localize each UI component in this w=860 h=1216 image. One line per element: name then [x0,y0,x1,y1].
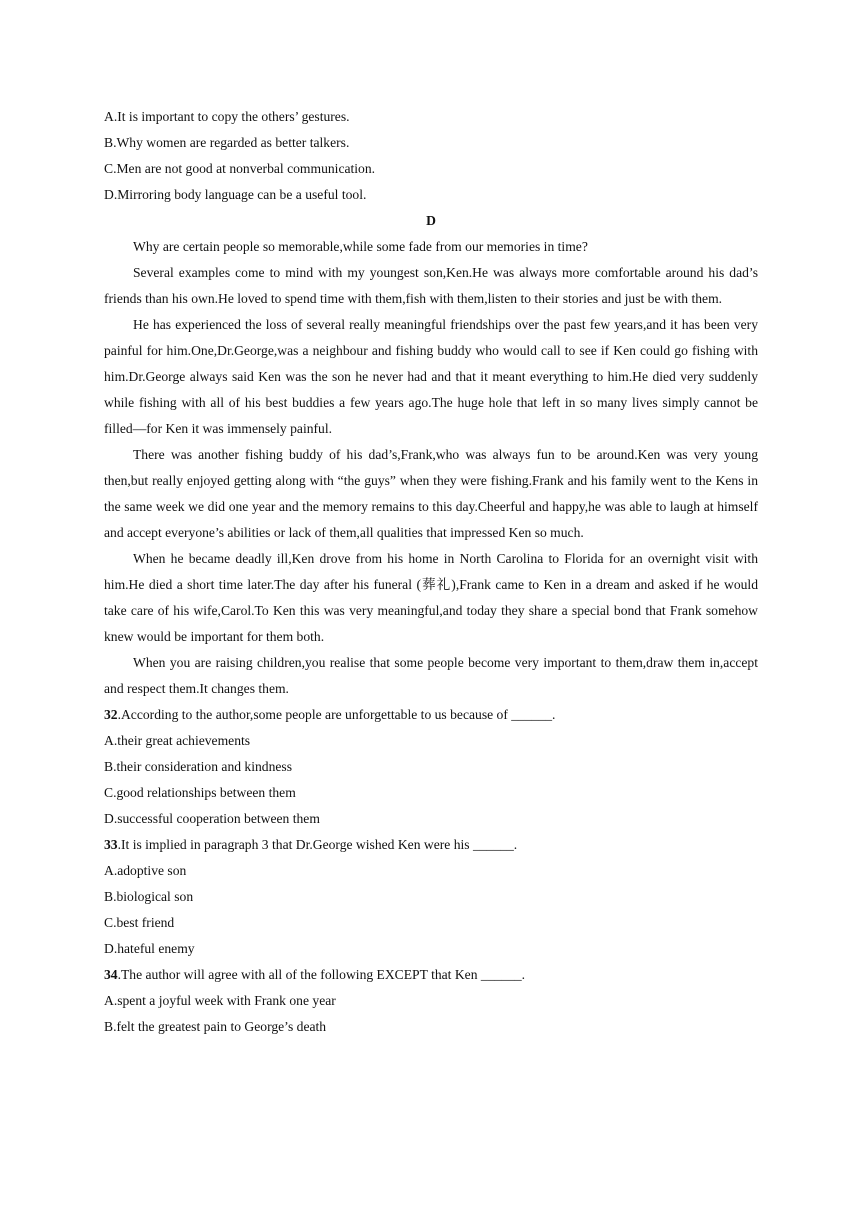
answer-option-d: D.hateful enemy [104,941,195,956]
passage-paragraph-1: Why are certain people so memorable,while some fade from our memories in time? [133,239,588,254]
question-32 [104,702,758,832]
answer-option-b: B.felt the greatest pain to George’s death [104,1019,327,1034]
passage-paragraph-4: There was another fishing buddy of his dad’s,Frank,who was always fun to be around.Ken was very young then,but really enjoyed getting along with “the guys” when they were fishing.Frank and his family went to the Kens in the same week we did one year and the memory remains to this day.Cheerful and happy,he was able to laugh at himself and accept everyone’s abilities or lack of them,all qualities that impressed Ken so much. [104,447,758,540]
question-number: 33 [104,837,118,852]
question-number: 32 [104,707,118,722]
reading-passage [104,234,758,702]
question-stem [104,832,758,858]
passage-paragraph-2: Several examples come to mind with my youngest son,Ken.He was always more comfortable around his dad’s friends than his own.He loved to spend time with them,fish with them,listen to their stories and just be with them. [104,265,758,306]
answer-option-c: C.best friend [104,915,175,930]
option-b: B.Why women are regarded as better talkers. [104,135,350,150]
answer-option-a: A.adoptive son [104,863,187,878]
document-page [104,104,758,1040]
answer-option-a: A.their great achievements [104,733,251,748]
answer-option-c: C.good relationships between them [104,785,296,800]
question-stem [104,962,758,988]
passage-paragraph-6: When you are raising children,you realise that some people become very important to them,draw them in,accept and respect them.It changes them. [104,655,758,696]
question-text: .According to the author,some people are unforgettable to us because of ______. [117,707,556,722]
answer-option-d: D.successful cooperation between them [104,811,320,826]
option-a: A.It is important to copy the others’ gestures. [104,109,350,124]
question-text: .The author will agree with all of the following EXCEPT that Ken ______. [117,967,526,982]
question-stem [104,702,758,728]
passage-paragraph-3: He has experienced the loss of several really meaningful friendships over the past few years,and it has been very painful for him.One,Dr.George,was a neighbour and fishing buddy who would call to see if Ken could go fishing with him.Dr.George always said Ken was the son he never had and that it meant everything to him.He died very suddenly while fishing with all of his best buddies a few years ago.The huge hole that left in so many lives simply cannot be filled—for Ken it was immensely painful. [104,317,758,436]
question-34 [104,962,758,1040]
option-c: C.Men are not good at nonverbal communication. [104,161,376,176]
option-d: D.Mirroring body language can be a useful tool. [104,187,367,202]
answer-option-a: A.spent a joyful week with Frank one year [104,993,336,1008]
section-heading: D [426,213,436,228]
answer-option-b: B.their consideration and kindness [104,759,293,774]
question-number: 34 [104,967,118,982]
question-33 [104,832,758,962]
previous-question-options [104,104,758,208]
question-text: .It is implied in paragraph 3 that Dr.George wished Ken were his ______. [117,837,518,852]
answer-option-b: B.biological son [104,889,194,904]
passage-paragraph-5: When he became deadly ill,Ken drove from his home in North Carolina to Florida for an overnight visit with him.He died a short time later.The day after his funeral (葬礼),Frank came to Ken in a dream and asked if he would take care of his wife,Carol.To Ken this was very meaningful,and today they share a special bond that Frank somehow knew would be important for them both. [104,551,758,644]
